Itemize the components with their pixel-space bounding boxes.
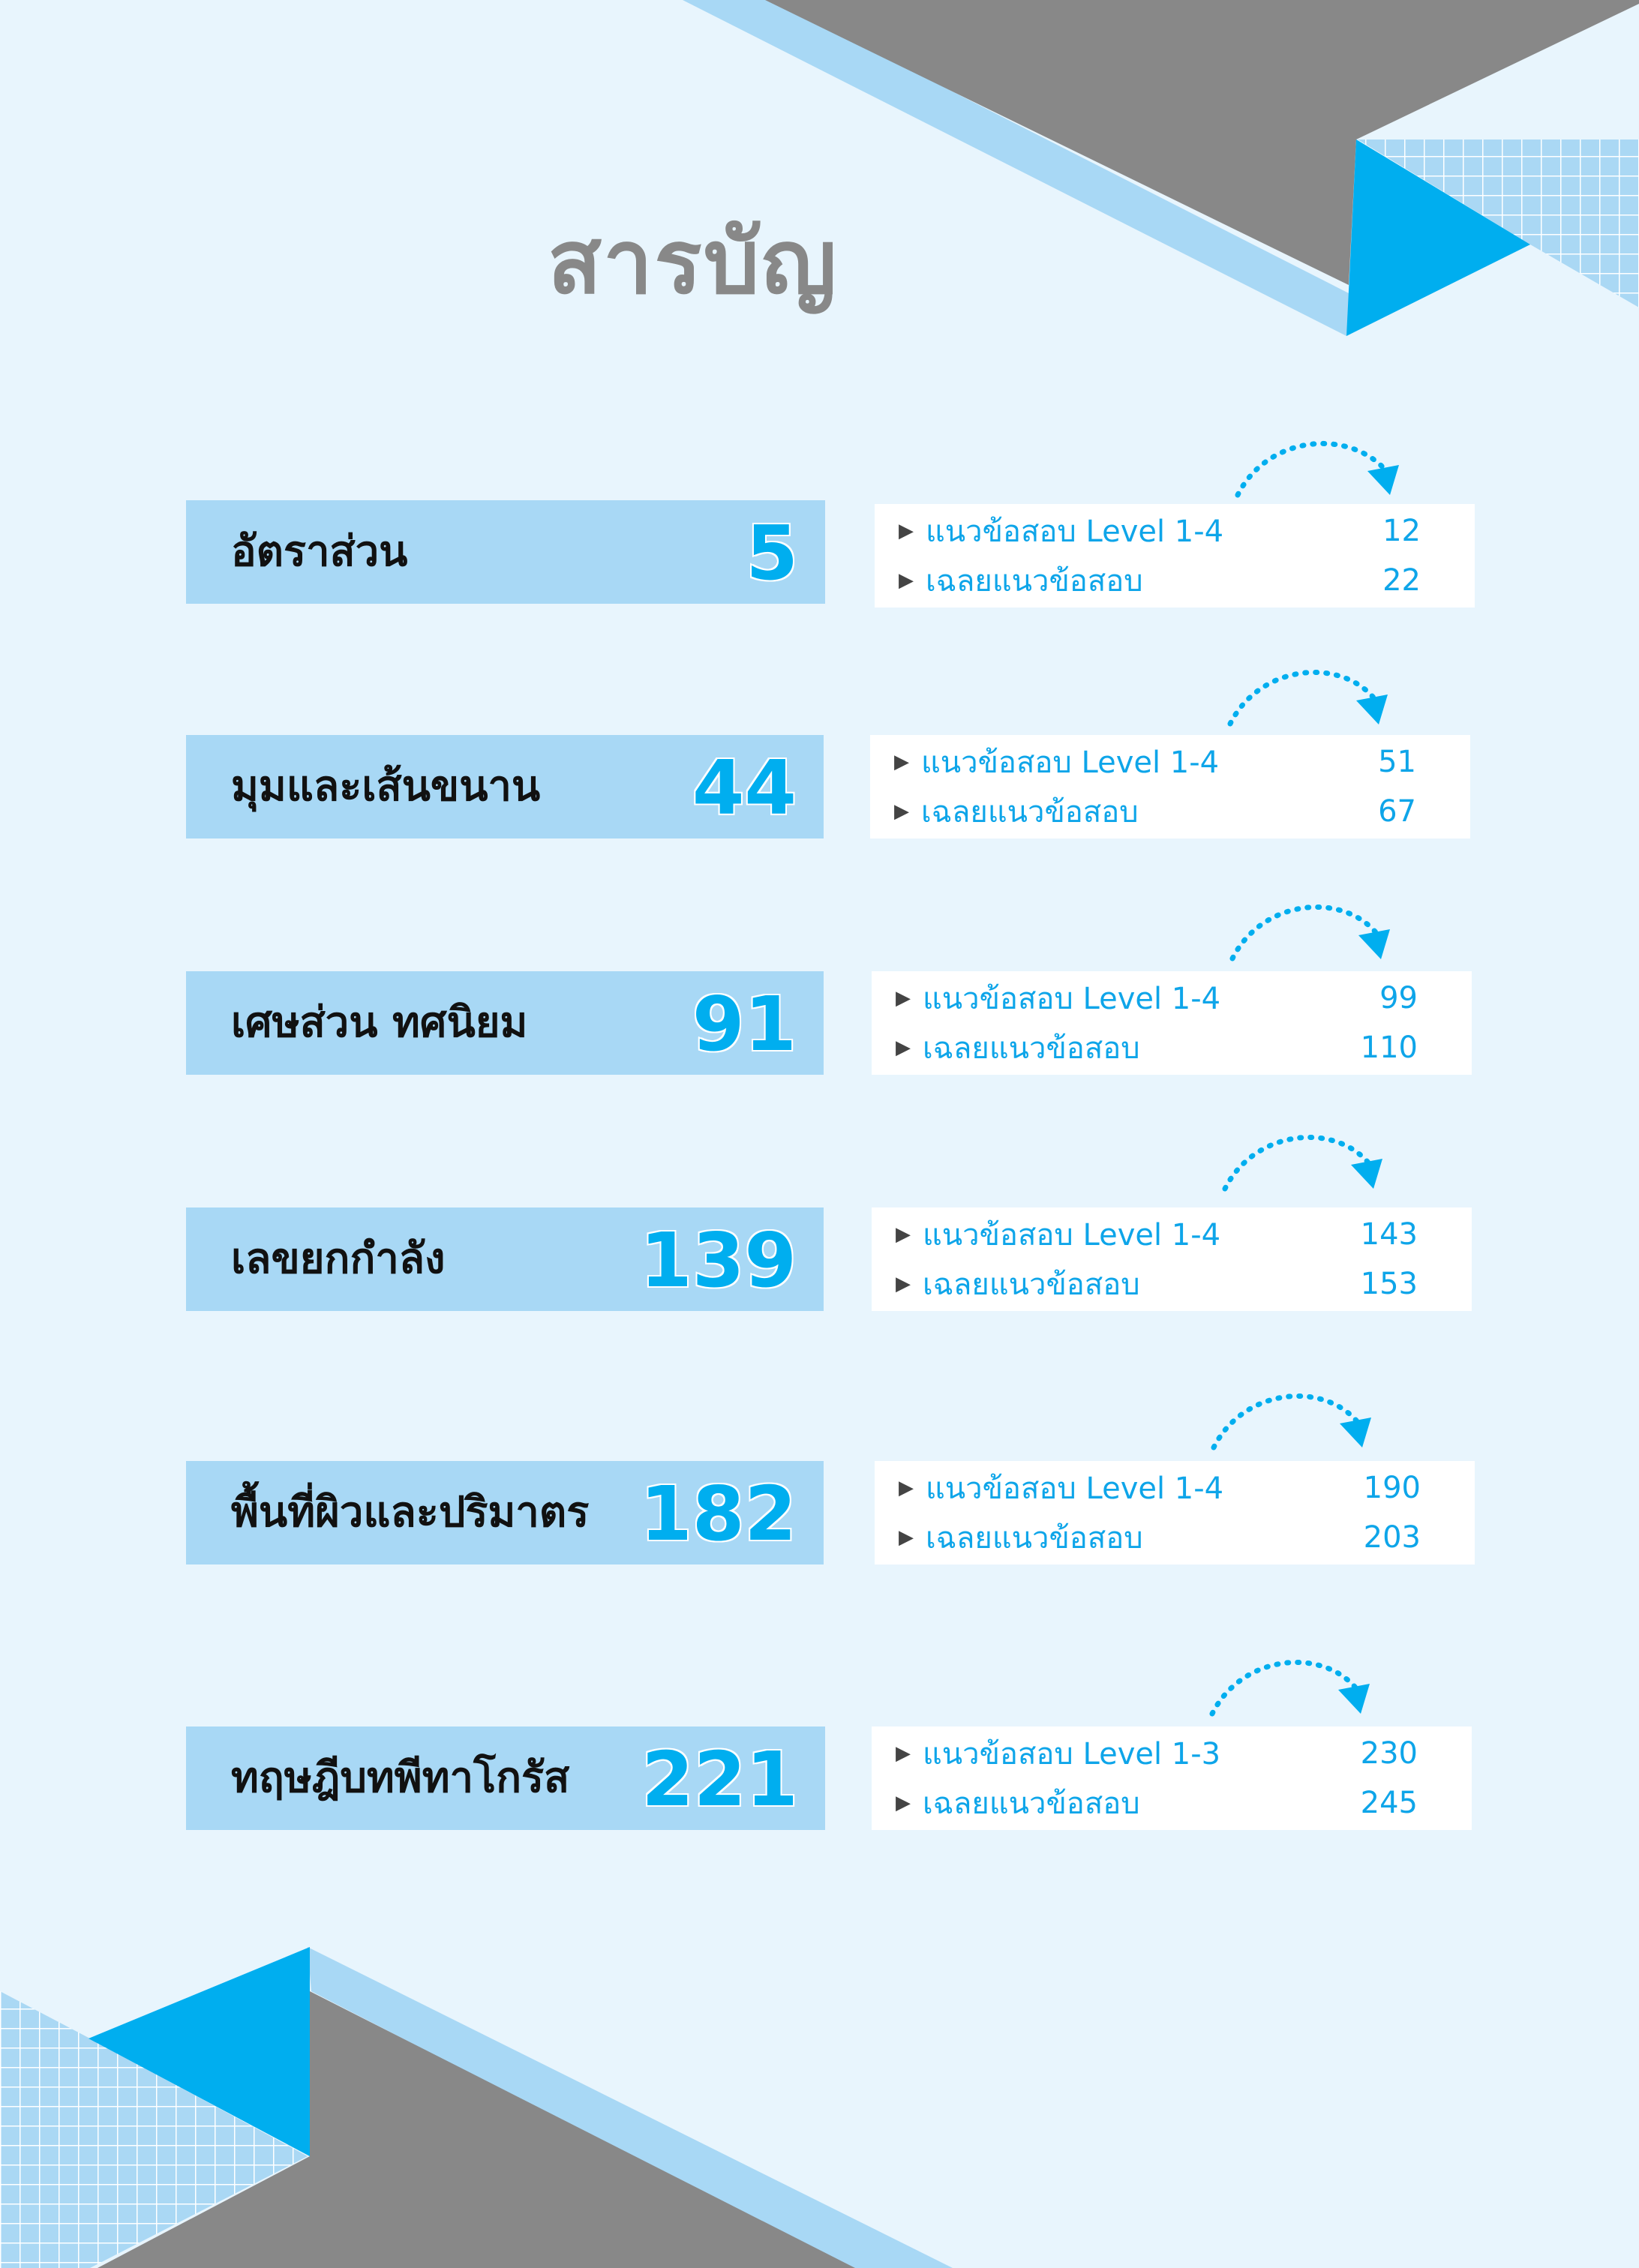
sub-item-page: 190 bbox=[1363, 1471, 1421, 1505]
chapter-page-number: 91 bbox=[692, 980, 797, 1068]
triangle-bullet-icon: ▶ bbox=[899, 569, 914, 592]
arrow-head-5 bbox=[1340, 1418, 1371, 1448]
arrow-curve-3 bbox=[1232, 907, 1379, 958]
sub-item[interactable] bbox=[894, 736, 1416, 788]
sub-item[interactable] bbox=[899, 506, 1421, 556]
arrow-curve-1 bbox=[1238, 443, 1388, 495]
chapter-page-number: 5 bbox=[746, 509, 798, 597]
sub-item-label: เฉลยแนวข้อสอบ bbox=[926, 564, 1143, 598]
sub-item-page: 110 bbox=[1360, 1030, 1418, 1065]
triangle-bullet-icon: ▶ bbox=[896, 1036, 911, 1059]
sub-list bbox=[875, 504, 1475, 608]
triangle-bullet-icon: ▶ bbox=[896, 1792, 911, 1814]
sub-item-label: แนวข้อสอบ Level 1-4 bbox=[923, 982, 1221, 1016]
arrow-curve-5 bbox=[1214, 1396, 1360, 1448]
sub-item-label: เฉลยแนวข้อสอบ bbox=[923, 1786, 1140, 1821]
arrow-head-1 bbox=[1367, 465, 1399, 495]
sub-item-label: แนวข้อสอบ Level 1-4 bbox=[926, 1472, 1224, 1506]
sub-item-label: เฉลยแนวข้อสอบ bbox=[923, 1268, 1140, 1302]
arrow-curve-6 bbox=[1212, 1662, 1358, 1714]
chapter-page-number: 182 bbox=[640, 1470, 797, 1558]
sub-item[interactable] bbox=[896, 1728, 1418, 1779]
sub-item-page: 51 bbox=[1378, 745, 1416, 779]
arrow-head-4 bbox=[1351, 1159, 1382, 1189]
sub-list bbox=[872, 971, 1472, 1075]
chapter-page-number: 221 bbox=[641, 1736, 798, 1823]
arrow-curve-4 bbox=[1225, 1137, 1371, 1189]
chapter-box[interactable] bbox=[186, 500, 825, 604]
sub-item[interactable] bbox=[899, 555, 1421, 606]
sub-item-page: 22 bbox=[1382, 563, 1421, 598]
sub-item-page: 143 bbox=[1360, 1217, 1418, 1252]
sub-item-page: 12 bbox=[1382, 514, 1421, 548]
sub-item-label: แนวข้อสอบ Level 1-4 bbox=[921, 746, 1220, 780]
sub-item[interactable] bbox=[896, 1209, 1418, 1260]
sub-list bbox=[870, 735, 1470, 838]
chapter-box[interactable] bbox=[186, 735, 824, 838]
sub-item-page: 245 bbox=[1360, 1786, 1418, 1820]
arrow-curve-2 bbox=[1230, 672, 1376, 724]
chapter-box[interactable] bbox=[186, 1726, 825, 1830]
chapter-name: ทฤษฎีบทพีทาโกรัส bbox=[231, 1754, 570, 1802]
sub-item[interactable] bbox=[896, 973, 1418, 1024]
sub-item[interactable] bbox=[894, 786, 1416, 837]
sub-item-label: เฉลยแนวข้อสอบ bbox=[921, 795, 1139, 830]
sub-item[interactable] bbox=[899, 1512, 1421, 1563]
sub-item[interactable] bbox=[899, 1462, 1421, 1514]
sub-list bbox=[875, 1461, 1475, 1564]
sub-item-page: 203 bbox=[1363, 1520, 1421, 1555]
triangle-bullet-icon: ▶ bbox=[896, 1273, 911, 1295]
chapter-box[interactable] bbox=[186, 971, 824, 1075]
arrow-head-3 bbox=[1358, 929, 1390, 959]
triangle-bullet-icon: ▶ bbox=[896, 1223, 911, 1246]
sub-item[interactable] bbox=[896, 1778, 1418, 1828]
arrow-head-6 bbox=[1338, 1684, 1370, 1714]
chapter-name: เศษส่วน ทศนิยม bbox=[231, 998, 528, 1047]
sub-item-label: แนวข้อสอบ Level 1-4 bbox=[926, 514, 1224, 549]
triangle-bullet-icon: ▶ bbox=[896, 1742, 911, 1765]
triangle-bullet-icon: ▶ bbox=[894, 800, 909, 823]
sub-item-label: เฉลยแนวข้อสอบ bbox=[923, 1031, 1140, 1066]
page-title: สารบัญ bbox=[548, 210, 839, 314]
sub-item-label: แนวข้อสอบ Level 1-3 bbox=[923, 1737, 1221, 1772]
chapter-page-number: 139 bbox=[640, 1216, 797, 1304]
sub-item-page: 67 bbox=[1378, 794, 1416, 829]
chapter-name: อัตราส่วน bbox=[231, 527, 408, 576]
sub-item-page: 153 bbox=[1360, 1267, 1418, 1301]
triangle-bullet-icon: ▶ bbox=[899, 520, 914, 542]
sub-list bbox=[872, 1208, 1472, 1311]
chapter-box[interactable] bbox=[186, 1208, 824, 1311]
chapter-name: พื้นที่ผิวและปริมาตร bbox=[231, 1488, 590, 1537]
sub-item[interactable] bbox=[896, 1258, 1418, 1310]
chapter-page-number: 44 bbox=[692, 744, 797, 832]
triangle-bullet-icon: ▶ bbox=[899, 1526, 914, 1549]
triangle-bullet-icon: ▶ bbox=[894, 751, 909, 773]
chapter-box[interactable] bbox=[186, 1461, 824, 1564]
triangle-bullet-icon: ▶ bbox=[896, 987, 911, 1010]
chapter-name: มุมและเส้นขนาน bbox=[231, 762, 541, 811]
arrow-head-2 bbox=[1356, 694, 1388, 724]
chapter-name: เลขยกกำลัง bbox=[231, 1234, 446, 1283]
sub-item-label: แนวข้อสอบ Level 1-4 bbox=[923, 1218, 1221, 1252]
triangle-bullet-icon: ▶ bbox=[899, 1477, 914, 1499]
sub-item-page: 99 bbox=[1379, 981, 1418, 1016]
sub-item-label: เฉลยแนวข้อสอบ bbox=[926, 1521, 1143, 1556]
sub-item-page: 230 bbox=[1360, 1736, 1418, 1771]
sub-item[interactable] bbox=[896, 1022, 1418, 1073]
sub-list bbox=[872, 1726, 1472, 1830]
